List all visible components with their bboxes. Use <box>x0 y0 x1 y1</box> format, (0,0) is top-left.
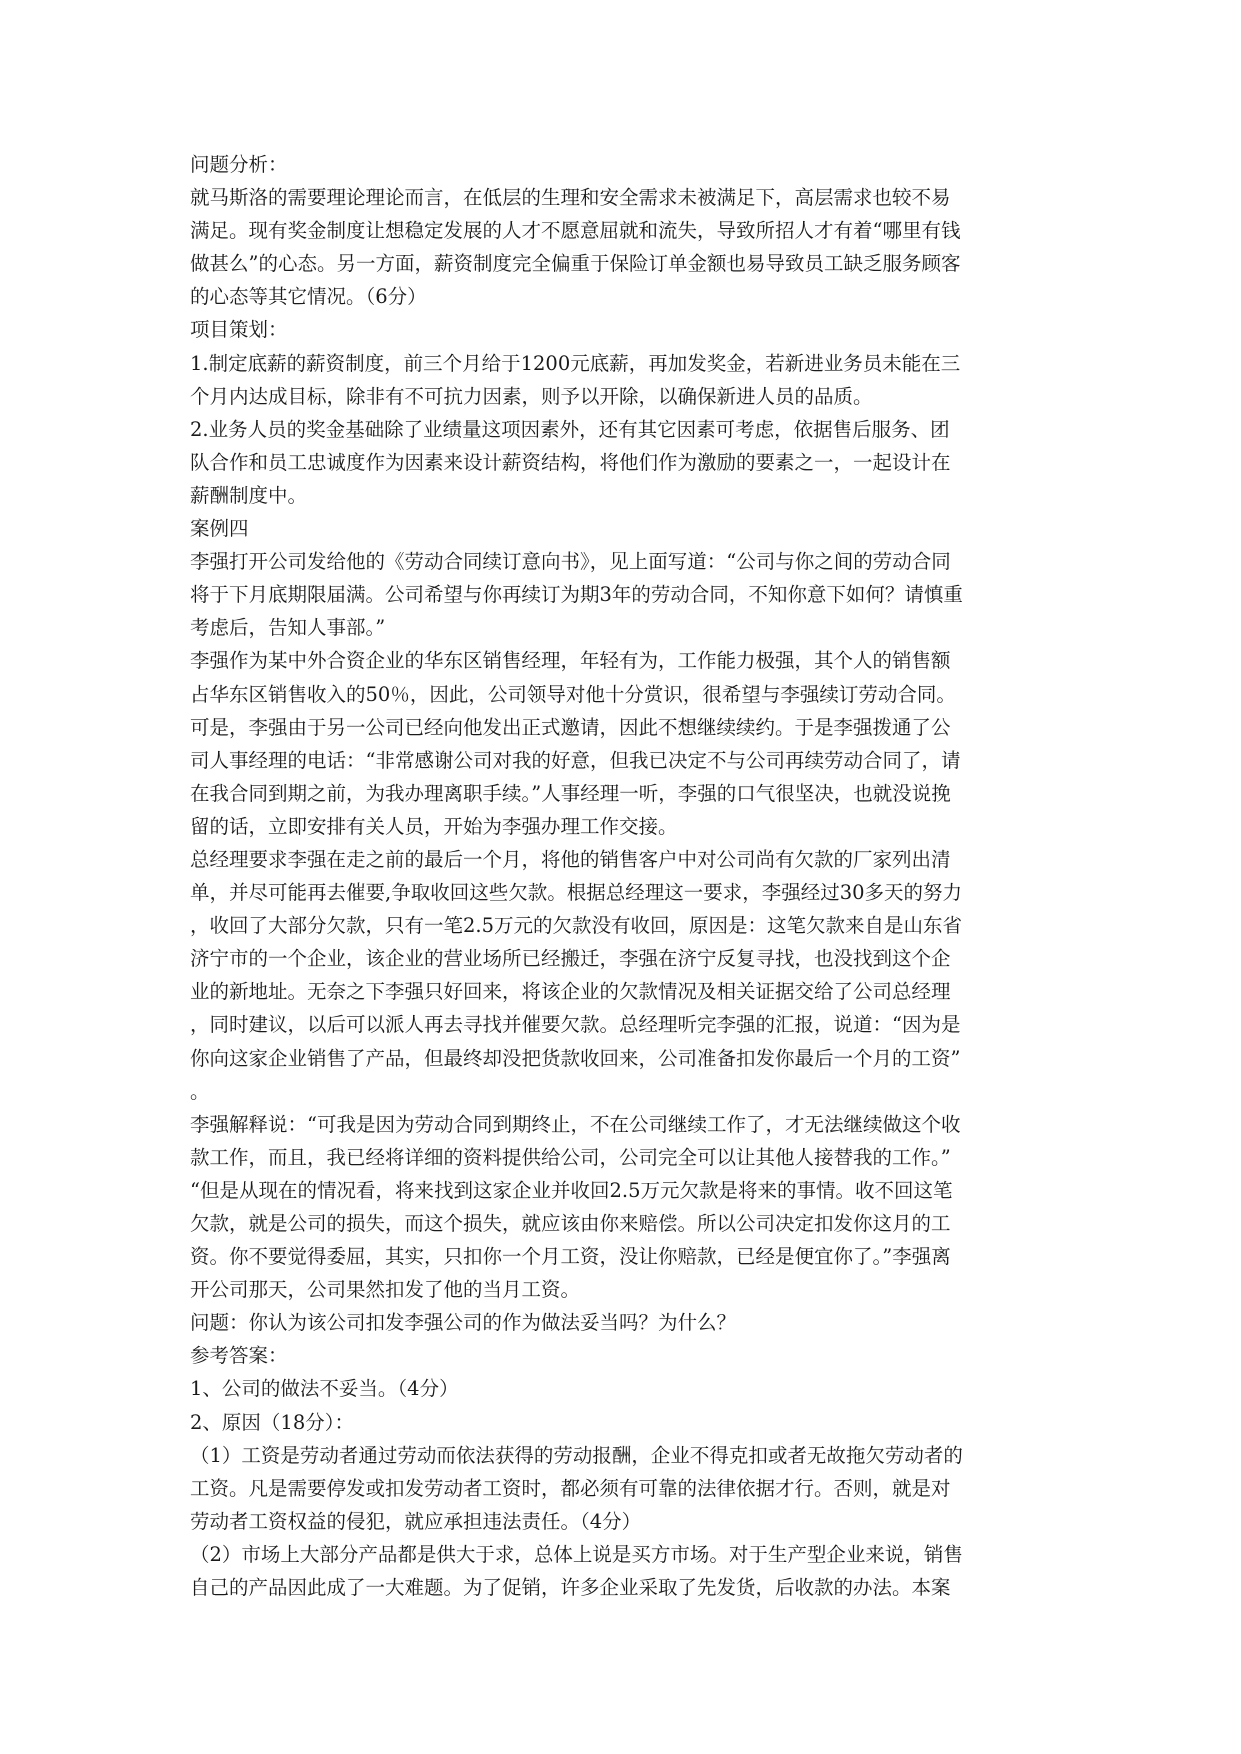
text-line: 案例四 <box>190 517 249 541</box>
text-line: 业的新地址。无奈之下李强只好回来，将该企业的欠款情况及相关证据交给了公司总经理 <box>190 980 951 1004</box>
text-line: 李强打开公司发给他的《劳动合同续订意向书》，见上面写道：“公司与你之间的劳动合同 <box>190 550 951 574</box>
text-line: 问题：你认为该公司扣发李强公司的作为做法妥当吗？为什么？ <box>190 1311 737 1335</box>
text-line: 参考答案： <box>190 1344 288 1368</box>
text-line: 欠款，就是公司的损失，而这个损失，就应该由你来赔偿。所以公司决定扣发你这月的工 <box>190 1212 951 1235</box>
text-line: 的心态等其它情况。（6分） <box>190 285 427 309</box>
text-line: 总经理要求李强在走之前的最后一个月，将他的销售客户中对公司尚有欠款的厂家列出清 <box>190 847 951 871</box>
text-line: 考虑后，告知人事部。” <box>190 616 386 640</box>
text-line: 司人事经理的电话：“非常感谢公司对我的好意，但我已决定不与公司再续劳动合同了，请 <box>190 748 961 772</box>
text-line: 李强作为某中外合资企业的华东区销售经理，年轻有为，工作能力极强，其个人的销售额 <box>190 649 951 673</box>
text-line: 1、公司的做法不妥当。（4分） <box>190 1377 459 1401</box>
text-line: （2）市场上大部分产品都是供大于求，总体上说是买方市场。对于生产型企业来说，销售 <box>190 1542 963 1566</box>
text-line: 单，并尽可能再去催要,争取收回这些欠款。根据总经理这一要求，李强经过30多天的努力 <box>190 881 963 905</box>
text-line: 满足。现有奖金制度让想稳定发展的人才不愿意屈就和流失，导致所招人才有着“哪里有钱 <box>190 219 961 243</box>
text-line: 问题分析： <box>190 153 288 176</box>
text-line: 个月内达成目标，除非有不可抗力因素，则予以开除，以确保新进人员的品质。 <box>190 384 873 408</box>
text-line: 留的话，立即安排有关人员，开始为李强办理工作交接。 <box>190 814 678 838</box>
text-line: （1）工资是劳动者通过劳动而依法获得的劳动报酬，企业不得克扣或者无故拖欠劳动者的 <box>190 1443 963 1467</box>
text-line: 将于下月底期限届满。公司希望与你再续订为期3年的劳动合同，不知你意下如何？请慎重 <box>190 583 963 607</box>
text-line: 做甚么”的心态。另一方面，薪资制度完全偏重于保险订单金额也易导致员工缺乏服务顾客 <box>190 252 961 276</box>
text-line: 就马斯洛的需要理论理论而言，在低层的生理和安全需求未被满足下，高层需求也较不易 <box>190 186 951 210</box>
text-line: 开公司那天，公司果然扣发了他的当月工资。 <box>190 1278 581 1302</box>
text-line: 可是，李强由于另一公司已经向他发出正式邀请，因此不想继续续约。于是李强拨通了公 <box>190 715 951 739</box>
text-line: “但是从现在的情况看，将来找到这家企业并收回2.5万元欠款是将来的事情。收不回这笔 <box>190 1178 953 1202</box>
text-line: 。 <box>190 1079 210 1103</box>
text-line: 在我合同到期之前，为我办理离职手续。”人事经理一听，李强的口气很坚决，也就没说挽 <box>190 781 951 805</box>
document-body <box>190 148 1070 1604</box>
text-line: 济宁市的一个企业，该企业的营业场所已经搬迁，李强在济宁反复寻找，也没找到这个企 <box>190 947 951 971</box>
text-line: 项目策划： <box>190 318 288 342</box>
text-line: 资。你不要觉得委屈，其实，只扣你一个月工资，没让你赔款，已经是便宜你了。”李强离 <box>190 1245 951 1269</box>
text-line: 款工作，而且，我已经将详细的资料提供给公司，公司完全可以让其他人接替我的工作。” <box>190 1145 951 1169</box>
text-line: 工资。凡是需要停发或扣发劳动者工资时，都必须有可靠的法律依据才行。否则，就是对 <box>190 1476 951 1500</box>
text-line: ，收回了大部分欠款，只有一笔2.5万元的欠款没有收回，原因是：这笔欠款来自是山东省 <box>190 914 963 938</box>
text-line: 2、原因（18分）： <box>190 1410 354 1434</box>
text-line: 1.制定底薪的薪资制度，前三个月给于1200元底薪，再加发奖金，若新进业务员未能在三 <box>190 351 961 375</box>
text-line: 薪酬制度中。 <box>190 483 308 507</box>
text-line: 队合作和员工忠诚度作为因素来设计薪资结构，将他们作为激励的要素之一，一起设计在 <box>190 450 951 474</box>
text-line: 占华东区销售收入的50％，因此，公司领导对他十分赏识，很希望与李强续订劳动合同。 <box>190 682 956 706</box>
text-line: 李强解释说：“可我是因为劳动合同到期终止，不在公司继续工作了，才无法继续做这个收 <box>190 1112 961 1136</box>
text-line: 你向这家企业销售了产品，但最终却没把货款收回来，公司准备扣发你最后一个月的工资” <box>190 1046 961 1070</box>
text-line: 自己的产品因此成了一大难题。为了促销，许多企业采取了先发货，后收款的办法。本案 <box>190 1576 951 1600</box>
text-line: ，同时建议，以后可以派人再去寻找并催要欠款。总经理听完李强的汇报，说道：“因为是 <box>190 1013 961 1037</box>
text-line: 2.业务人员的奖金基础除了业绩量这项因素外，还有其它因素可考虑，依据售后服务、团 <box>190 417 950 441</box>
text-line: 劳动者工资权益的侵犯，就应承担违法责任。（4分） <box>190 1509 642 1533</box>
